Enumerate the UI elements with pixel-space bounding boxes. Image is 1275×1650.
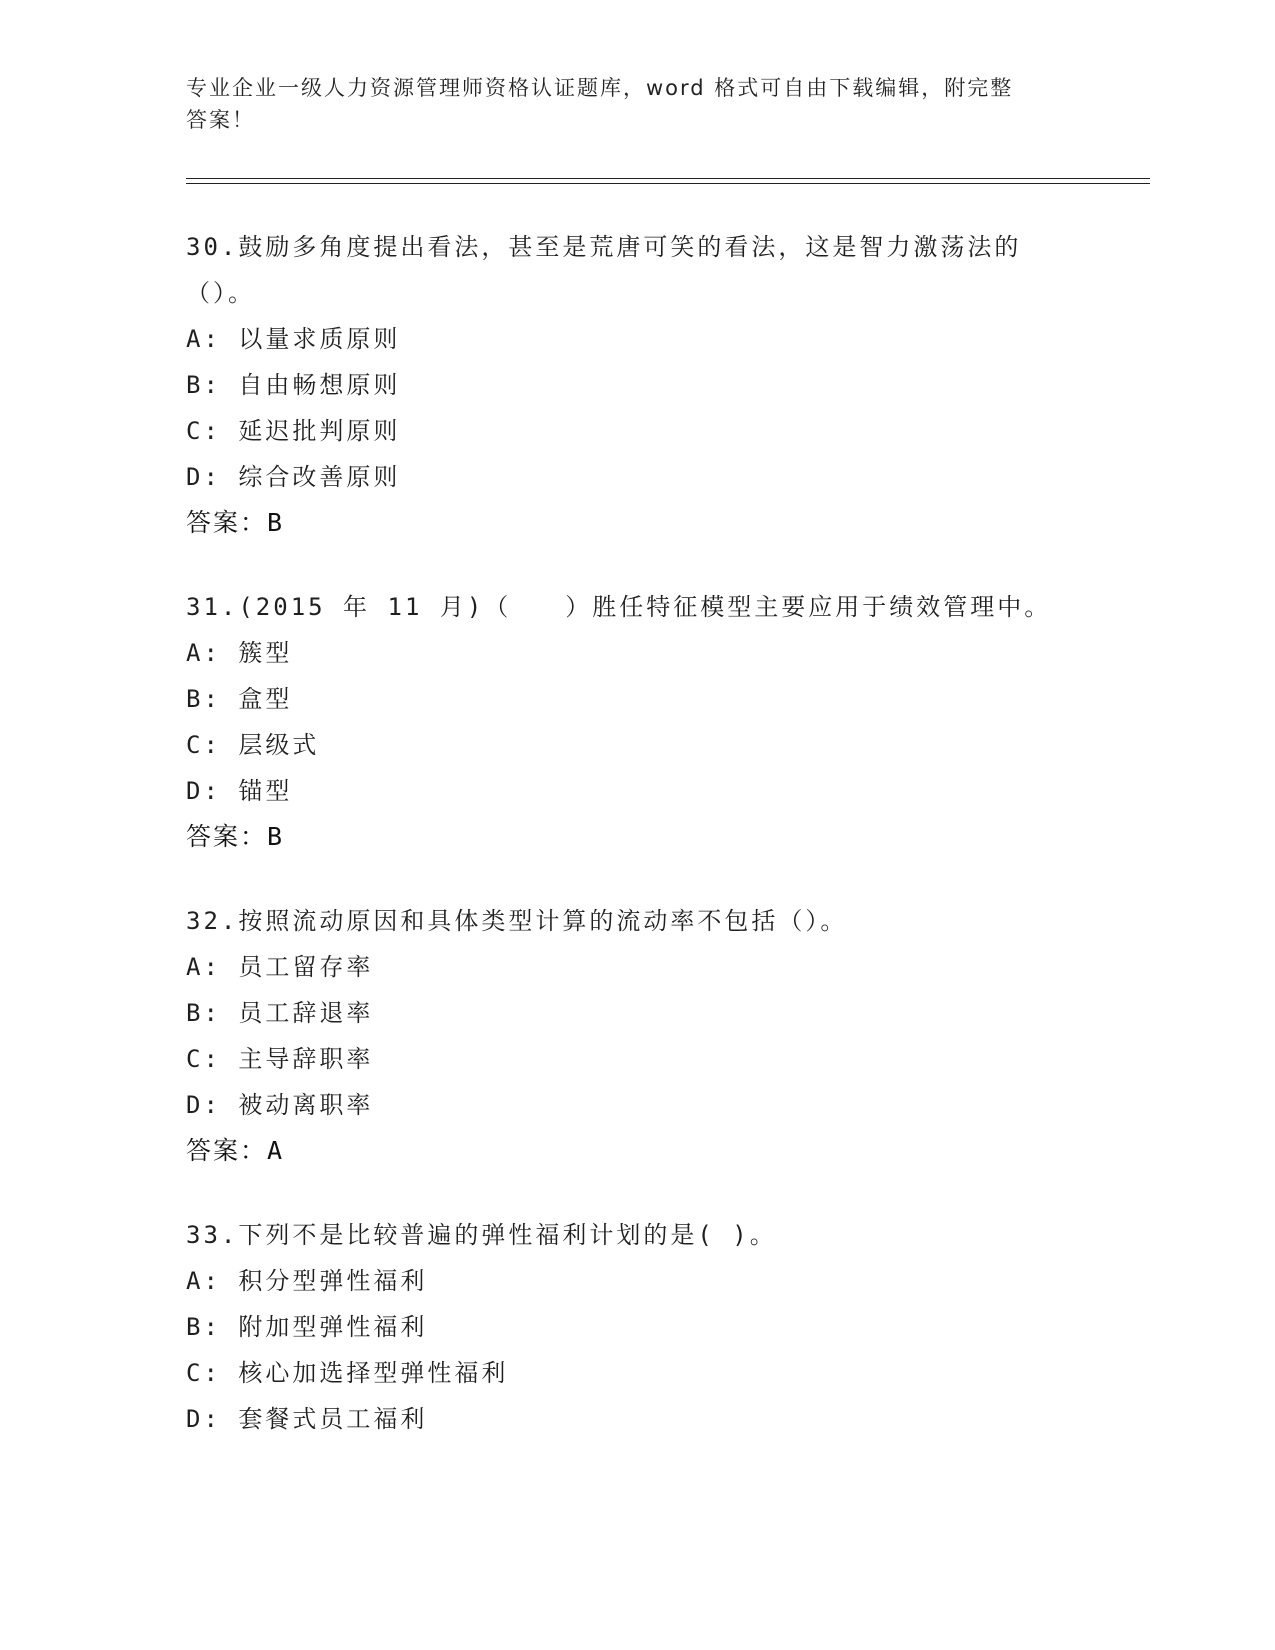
header-line-1: 专业企业一级人力资源管理师资格认证题库，word 格式可自由下载编辑，附完整 <box>186 76 1014 100</box>
header-divider-bottom <box>186 183 1150 184</box>
answer-label: 答案： <box>186 508 268 537</box>
option-c: C: 延迟批判原则 <box>186 417 401 445</box>
answer-label: 答案： <box>186 822 268 851</box>
option-d: D: 套餐式员工福利 <box>186 1405 428 1433</box>
answer-line <box>186 814 1086 860</box>
option-b: B: 盒型 <box>186 685 293 713</box>
option-d: D: 锚型 <box>186 777 293 805</box>
question-stem: 33.下列不是比较普遍的弹性福利计划的是( )。 <box>186 1221 777 1249</box>
question-31 <box>186 584 1086 860</box>
option-c: C: 主导辞职率 <box>186 1045 374 1073</box>
option-a: A: 员工留存率 <box>186 953 374 981</box>
option-a: A: 簇型 <box>186 639 293 667</box>
header-divider-top <box>186 178 1150 179</box>
answer-label: 答案： <box>186 1136 268 1165</box>
answer-line <box>186 500 1086 546</box>
option-d: D: 综合改善原则 <box>186 463 401 491</box>
question-stem: 30.鼓励多角度提出看法，甚至是荒唐可笑的看法，这是智力激荡法的 <box>186 233 1022 261</box>
question-32 <box>186 898 1086 1174</box>
option-a: A: 以量求质原则 <box>186 325 401 353</box>
option-c: C: 层级式 <box>186 731 320 759</box>
option-d: D: 被动离职率 <box>186 1091 374 1119</box>
option-a: A: 积分型弹性福利 <box>186 1267 428 1295</box>
option-c: C: 核心加选择型弹性福利 <box>186 1359 509 1387</box>
answer-value: B <box>267 508 285 537</box>
question-stem-continuation: （）。 <box>186 279 255 307</box>
question-33 <box>186 1212 1086 1442</box>
answer-value: B <box>267 822 285 851</box>
answer-line <box>186 1128 1086 1174</box>
header-line-2: 答案！ <box>186 108 255 132</box>
option-b: B: 附加型弹性福利 <box>186 1313 428 1341</box>
answer-value: A <box>267 1136 285 1165</box>
question-30 <box>186 224 1086 546</box>
option-b: B: 员工辞退率 <box>186 999 374 1027</box>
question-stem: 32.按照流动原因和具体类型计算的流动率不包括（）。 <box>186 907 848 935</box>
option-b: B: 自由畅想原则 <box>186 371 401 399</box>
document-header <box>186 72 1066 136</box>
question-stem: 31.(2015 年 11 月)（ ）胜任特征模型主要应用于绩效管理中。 <box>186 593 1052 621</box>
